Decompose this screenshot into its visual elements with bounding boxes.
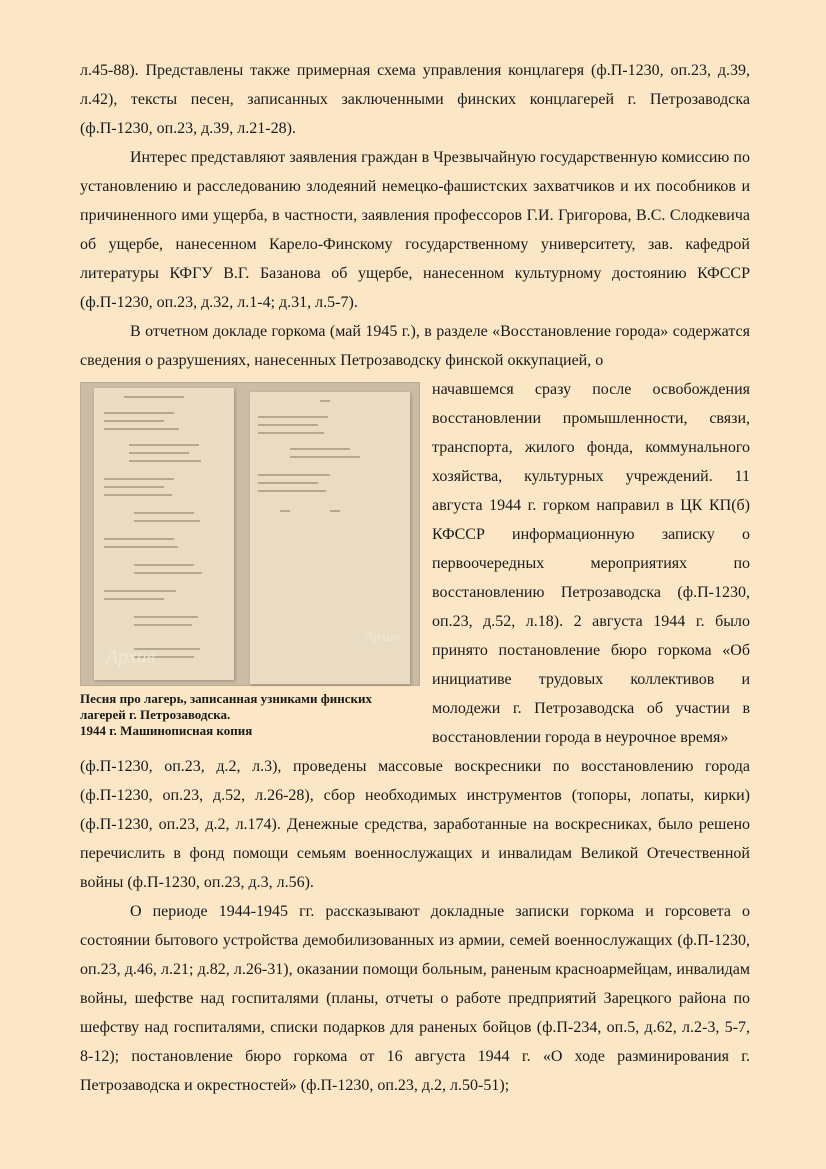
figure-wrap-block xyxy=(80,375,750,752)
archive-watermark-logo: Архив xyxy=(106,646,156,668)
caption-line: лагерей г. Петрозаводска. xyxy=(80,707,231,722)
archive-watermark-logo-small: Архив xyxy=(365,630,400,645)
typescript-sheet-left xyxy=(94,388,234,680)
paragraph-4: О периоде 1944-1945 гг. рассказывают докладные записки горкома и горсовета о состоянии бытового устройства демобилизованных из армии, семей военнослужащих (ф.П-1230, оп.23, д.46, л.21; д.82, л.26-31), оказании помощи больным, раненым красноармейцам, инвалидам войны, шефстве над госпиталями (планы, отчеты о работе предприятий Зарецкого района по шефству над госпиталями, списки подарков для раненых бойцов (ф.П-234, оп.5, д.62, л.2-3, 5-7, 8-12); постановление бюро горкома от 16 августа 1944 г. «О ходе разминирования г. Петрозаводска и окрестностей» (ф.П-1230, оп.23, д.2, л.50-51); xyxy=(80,903,750,1094)
paragraph-1: л.45-88). Представлены также примерная схема управления концлагеря (ф.П-1230, оп.23, д.39, л.42), тексты песен, записанных заключенными финских концлагерей г. Петрозаводска (ф.П-1230, оп.23, д.39, л.21-28). xyxy=(80,62,750,137)
archive-document-photo xyxy=(80,382,420,686)
paragraph-3-tail: (ф.П-1230, оп.23, д.2, л.3), проведены массовые воскресники по восстановлению города (ф.П-1230, оп.23, д.52, л.26-28), сбор необходимых инструментов (топоры, лопаты, кирки) (ф.П-1230, оп.23, д.2, л.174). Денежные средства, заработанные на воскресниках, было решено перечислить в фонд помощи семьям военнослужащих и инвалидам Великой Отечественной войны (ф.П-1230, оп.23, д.3, л.56). xyxy=(80,758,750,891)
caption-line: Песня про лагерь, записанная узниками финских xyxy=(80,691,372,706)
paragraph-3-intro: В отчетном докладе горкома (май 1945 г.), в разделе «Восстановление города» содержатся сведения о разрушениях, нанесенных Петрозаводску финской оккупацией, о xyxy=(80,323,750,369)
caption-line: 1944 г. Машинописная копия xyxy=(80,723,253,738)
document-page xyxy=(80,56,750,1100)
figure xyxy=(80,382,420,739)
figure-caption xyxy=(80,691,420,739)
paragraph-3-wrapped: начавшемся сразу после освобождения восстановлении промышленности, связи, транспорта, жилого фонда, коммунального хозяйства, культурных учреждений. 11 августа 1944 г. горком направил в ЦК КП(б) КФССР информационную записку о первоочередных мероприятиях по восстановлению Петрозаводска (ф.П-1230, оп.23, д.52, л.18). 2 августа 1944 г. было принято постановление бюро горкома «Об инициативе трудовых коллективов и молодежи г. Петрозаводска об участии в восстановлении города в неурочное время» xyxy=(432,381,750,746)
paragraph-2: Интерес представляют заявления граждан в Чрезвычайную государственную комиссию по установлению и расследованию злодеяний немецко-фашистских захватчиков и их пособников и причиненного ими ущерба, в частности, заявления профессоров Г.И. Григорова, В.С. Слодкевича об ущербе, нанесенном Карело-Финскому государственному университету, зав. кафедрой литературы КФГУ В.Г. Базанова об ущербе, нанесенном культурному достоянию КФССР (ф.П-1230, оп.23, д.32, л.1-4; д.31, л.5-7). xyxy=(80,149,750,311)
